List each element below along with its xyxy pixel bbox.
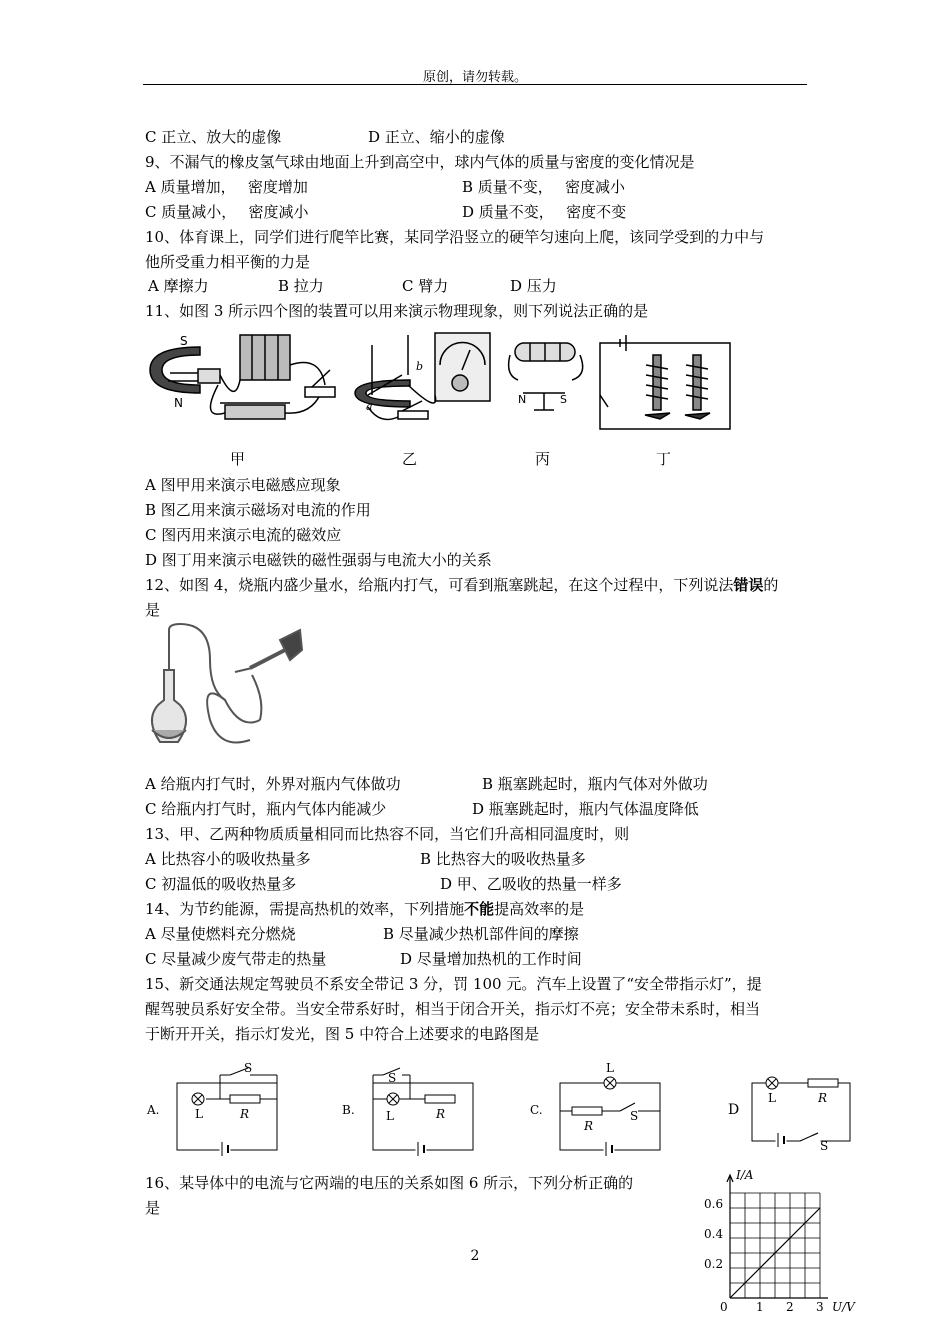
caption-yi: 乙 <box>402 450 418 468</box>
figure-3-diagrams <box>140 325 740 440</box>
q8-option-d: D 正立、缩小的虚像 <box>368 128 505 146</box>
circuit-c-r: R <box>584 1119 594 1133</box>
q12-stem-line2: 是 <box>145 601 161 619</box>
circuit-c-l: L <box>606 1061 614 1075</box>
jia-label-n: N <box>174 396 183 410</box>
origin-label: 0 <box>720 1300 728 1314</box>
circuit-b-l: L <box>386 1109 394 1123</box>
q15-stem-line1: 15、新交通法规定驾驶员不系安全带记 3 分，罚 100 元。汽车上设置了“安全带指示灯”，提 <box>145 975 762 993</box>
q14-stem-pre: 14、为节约能源，需提高热机的效率，下列措施 <box>145 900 465 918</box>
jia-label-s: S <box>180 334 188 348</box>
q15-stem-line3: 于断开开关，指示灯发光，图 5 中符合上述要求的电路图是 <box>145 1025 540 1043</box>
q16-stem-line2: 是 <box>145 1199 161 1217</box>
q13-option-d: D 甲、乙吸收的热量一样多 <box>440 875 622 893</box>
circuit-d-l: L <box>768 1091 776 1105</box>
circuit-a <box>177 1068 277 1156</box>
circuit-d-s: S <box>820 1139 829 1153</box>
q9-stem: 9、不漏气的橡皮氢气球由地面上升到高空中，球内气体的质量与密度的变化情况是 <box>145 153 695 171</box>
figure-6-graph <box>700 1165 865 1315</box>
q11-option-a: A 图甲用来演示电磁感应现象 <box>145 476 341 494</box>
q14-option-a: A 尽量使燃料充分燃烧 <box>145 925 296 943</box>
page-number: 2 <box>470 1248 480 1264</box>
circuit-d-label: D <box>728 1102 740 1118</box>
graph-axes <box>727 1175 828 1298</box>
diagram-ding <box>600 335 730 429</box>
caption-jia: 甲 <box>230 450 246 468</box>
q8-option-c: C 正立、放大的虚像 <box>145 128 282 146</box>
q10-option-b: B 拉力 <box>278 277 324 295</box>
figure-5-circuits <box>140 1060 860 1155</box>
bing-label-s: S <box>560 393 567 406</box>
q14-option-b: B 尽量减少热机部件间的摩擦 <box>383 925 579 943</box>
q15-stem-line2: 醒驾驶员系好安全带。当安全带系好时，相当于闭合开关，指示灯不亮；安全带未系时，相当 <box>145 1000 761 1018</box>
q13-stem: 13、甲、乙两种物质质量相同而比热容不同，当它们升高相同温度时，则 <box>145 825 630 843</box>
q9-option-d: D 质量不变， 密度不变 <box>462 203 627 221</box>
q11-option-d: D 图丁用来演示电磁铁的磁性强弱与电流大小的关系 <box>145 551 492 569</box>
q12-option-b: B 瓶塞跳起时，瓶内气体对外做功 <box>482 775 708 793</box>
q10-option-a: A 摩擦力 <box>148 277 209 295</box>
q11-option-b: B 图乙用来演示磁场对电流的作用 <box>145 501 371 519</box>
caption-bing: 丙 <box>535 450 551 468</box>
graph-xlabel: U/V <box>832 1300 855 1314</box>
header-rule <box>143 84 807 85</box>
circuit-c <box>560 1077 660 1156</box>
q13-option-b: B 比热容大的吸收热量多 <box>420 850 586 868</box>
bing-label-n: N <box>518 393 527 406</box>
yi-label-a: a <box>366 400 373 413</box>
yi-label-b: b <box>416 360 424 373</box>
circuit-b-s: S <box>388 1071 397 1085</box>
xtick-3: 3 <box>816 1300 824 1314</box>
circuit-a-s: S <box>244 1061 253 1075</box>
q12-stem-line1 <box>145 575 778 595</box>
q10-option-d: D 压力 <box>510 277 557 295</box>
q13-option-c: C 初温低的吸收热量多 <box>145 875 297 893</box>
circuit-b-r: R <box>436 1107 446 1121</box>
q14-stem-post: 提高效率的是 <box>494 900 585 918</box>
q10-stem-line1: 10、体育课上，同学们进行爬竿比赛，某同学沿竖立的硬竿匀速向上爬，该同学受到的力中与 <box>145 228 765 246</box>
q12-option-a: A 给瓶内打气时，外界对瓶内气体做功 <box>145 775 401 793</box>
diagram-yi <box>355 333 490 419</box>
page-header: 原创，请勿转载。 <box>422 70 527 85</box>
circuit-c-label: C. <box>530 1103 543 1117</box>
q12-stem-pre: 12、如图 4，烧瓶内盛少量水，给瓶内打气，可看到瓶塞跳起，在这个过程中，下列说法 <box>145 576 734 594</box>
graph-grid <box>730 1193 820 1298</box>
circuit-a-r: R <box>240 1107 250 1121</box>
circuit-c-s: S <box>630 1109 639 1123</box>
q12-stem-bold: 错误 <box>733 576 764 594</box>
ytick-0.6: 0.6 <box>704 1197 724 1211</box>
ytick-0.4: 0.4 <box>704 1227 724 1241</box>
q14-stem-bold: 不能 <box>464 900 495 918</box>
ytick-0.2: 0.2 <box>704 1257 724 1271</box>
xtick-1: 1 <box>756 1300 764 1314</box>
q14-option-c: C 尽量减少废气带走的热量 <box>145 950 327 968</box>
q12-option-d: D 瓶塞跳起时，瓶内气体温度降低 <box>472 800 699 818</box>
q14-stem <box>145 899 584 919</box>
q9-option-c: C 质量减小， 密度减小 <box>145 203 309 221</box>
q13-option-a: A 比热容小的吸收热量多 <box>145 850 311 868</box>
q9-option-a: A 质量增加， 密度增加 <box>145 178 308 196</box>
q10-option-c: C 臂力 <box>402 277 449 295</box>
circuit-d-r: R <box>818 1091 828 1105</box>
q11-stem: 11、如图 3 所示四个图的装置可以用来演示物理现象，则下列说法正确的是 <box>145 302 649 320</box>
caption-ding: 丁 <box>656 450 672 468</box>
q9-option-b: B 质量不变， 密度减小 <box>462 178 626 196</box>
q12-option-c: C 给瓶内打气时，瓶内气体内能减少 <box>145 800 387 818</box>
q10-stem-line2: 他所受重力相平衡的力是 <box>145 253 311 271</box>
circuit-b-label: B. <box>342 1103 355 1117</box>
figure-4-flask-pump <box>140 620 305 755</box>
q16-stem-line1: 16、某导体中的电流与它两端的电压的关系如图 6 所示，下列分析正确的 <box>145 1174 634 1192</box>
q14-option-d: D 尽量增加热机的工作时间 <box>400 950 582 968</box>
q11-option-c: C 图丙用来演示电流的磁效应 <box>145 526 342 544</box>
xtick-2: 2 <box>786 1300 794 1314</box>
circuit-a-label: A. <box>147 1103 160 1117</box>
circuit-d <box>752 1077 850 1147</box>
circuit-a-l: L <box>195 1107 203 1121</box>
q12-stem-post: 的 <box>763 576 779 594</box>
graph-ylabel: I/A <box>736 1168 754 1182</box>
